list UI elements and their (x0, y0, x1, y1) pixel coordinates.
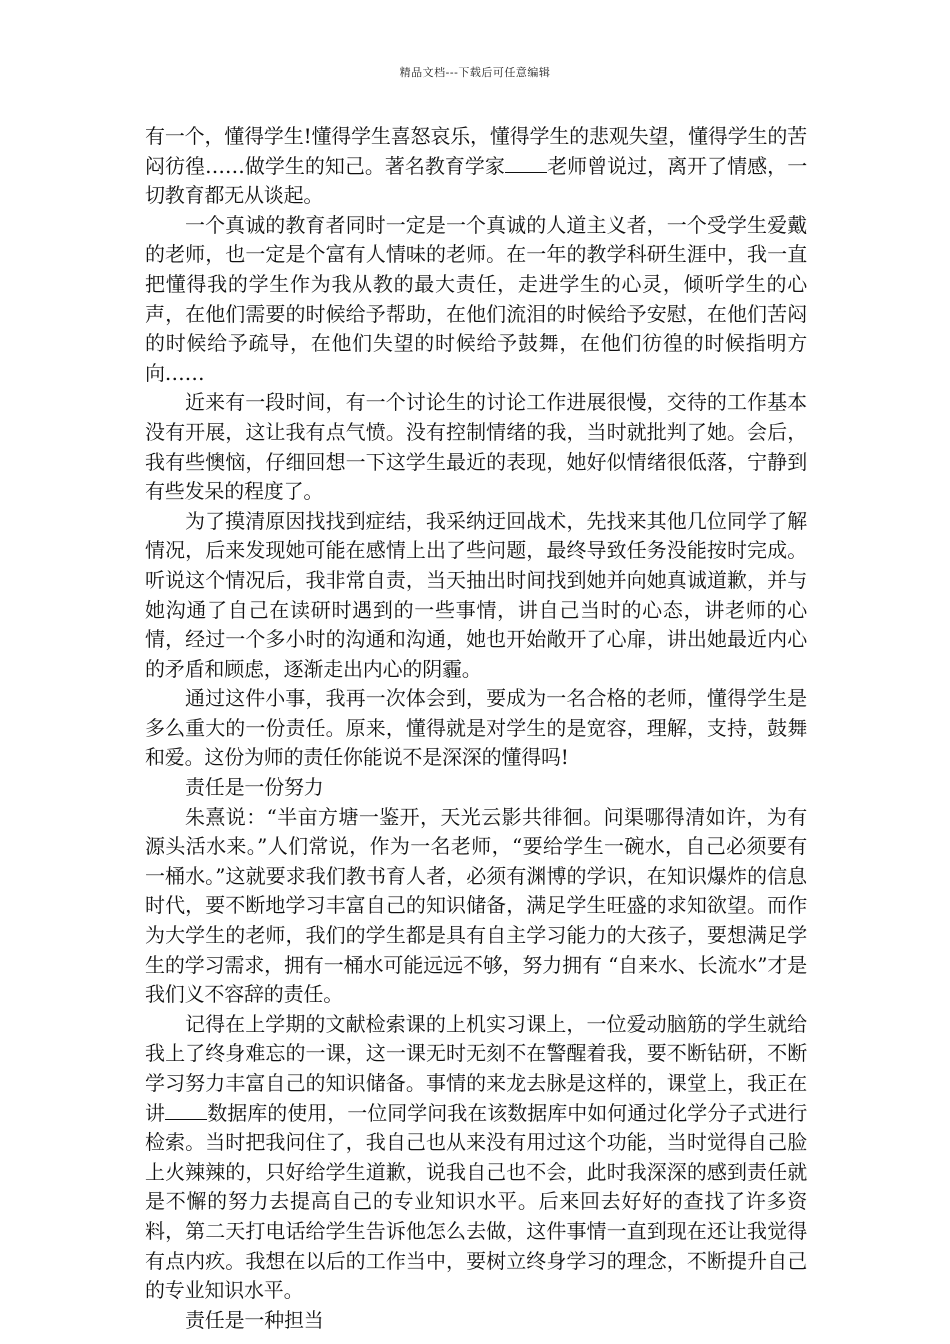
paragraph-5: 通过这件小事，我再一次体会到，要成为一名合格的老师，懂得学生是多么重大的一份责任。原来，懂得就是对学生的是宽容，理解，支持，鼓舞和爱。这份为师的责任你能说不是深深的懂得吗! (145, 686, 807, 770)
paragraph-7 (145, 1010, 807, 1306)
paragraph-1-text-end: 老师曾说过，离开了情感，一切教育都无从谈起。 (145, 153, 807, 208)
paragraph-1 (145, 122, 807, 211)
section-heading-effort: 责任是一份努力 (185, 775, 324, 800)
paragraph-4: 为了摸清原因找找到症结，我采纳迂回战术，先找来其他几位同学了解情况，后来发现她可能在感情上出了些问题，最终导致任务没能按时完成。听说这个情况后，我非常自责，当天抽出时间找到她并向她真诚道歉，并与她沟通了自己在读研时遇到的一些事情，讲自己当时的心态，讲老师的心情，经过一个多小时的沟通和沟通，她也开始敞开了心扉，讲出她最近内心的矛盾和顾虑，逐渐走出内心的阴霾。 (145, 508, 807, 681)
paragraph-1-text-start: 有一个，懂得学生!懂得学生喜怒哀乐，懂得学生的悲观失望，懂得学生的苦闷彷徨……做学生的知己。著名教育学家 (145, 124, 807, 178)
paragraph-3: 近来有一段时间，有一个讨论生的讨论工作进展很慢，交待的工作基本没有开展，这让我有点气愤。没有控制情绪的我，当时就批判了她。会后，我有些懊恼，仔细回想一下这学生最近的表现，她好似情绪很低落，宁静到有些发呆的程度了。 (145, 390, 807, 504)
section-heading-responsibility: 责任是一种担当 (185, 1307, 324, 1332)
fill-in-blank (505, 152, 547, 173)
paragraph-7-text-end: 数据库的使用，一位同学问我在该数据库中如何通过化学分子式进行检索。当时把我问住了，我自己也从来没有用过这个功能，当时觉得自己脸上火辣辣的，只好给学生道歉，说我自己也不会，此时我深深的感到责任就是不懈的努力去提高自己的专业知识水平。后来回去好好的查找了许多资料，第二天打电话给学生告诉他怎么去做，这件事情一直到现在还让我觉得有点内疚。我想在以后的工作当中，要树立终身学习的理念，不断提升自己的专业知识水平。 (145, 1100, 807, 1303)
document-header: 精品文档---下载后可任意编辑 (399, 66, 551, 79)
paragraph-7-text-start: 记得在上学期的文献检索课的上机实习课上，一位爱动脑筋的学生就给我上了终身难忘的一课，这一课无时无刻不在警醒着我，要不断钻研，不断学习努力丰富自己的知识储备。事情的来龙去脉是这样的，课堂上，我正在讲 (145, 1011, 807, 1125)
document-body (145, 122, 807, 1335)
fill-in-blank (165, 1099, 207, 1120)
paragraph-2: 一个真诚的教育者同时一定是一个真诚的人道主义者，一个受学生爱戴的老师，也一定是个富有人情味的老师。在一年的教学科研生涯中，我一直把懂得我的学生作为我从教的最大责任，走进学生的心灵，倾听学生的心声，在他们需要的时候给予帮助，在他们流泪的时候给予安慰，在他们苦闷的时候给予疏导，在他们失望的时候给予鼓舞，在他们彷徨的时候指明方向…… (145, 212, 807, 385)
paragraph-6: 朱熹说：“半亩方塘一鉴开，天光云影共徘徊。问渠哪得清如许，为有源头活水来。”人们常说，作为一名老师，“要给学生一碗水，自己必须要有一桶水。”这就要求我们教书育人者，必须有渊博的学识，在知识爆炸的信息时代，要不断地学习丰富自己的知识储备，满足学生旺盛的求知欲望。而作为大学生的老师，我们的学生都是具有自主学习能力的大孩子，要想满足学生的学习需求，拥有一桶水可能远远不够，努力拥有 “自来水、长流水”才是我们义不容辞的责任。 (145, 804, 807, 1007)
